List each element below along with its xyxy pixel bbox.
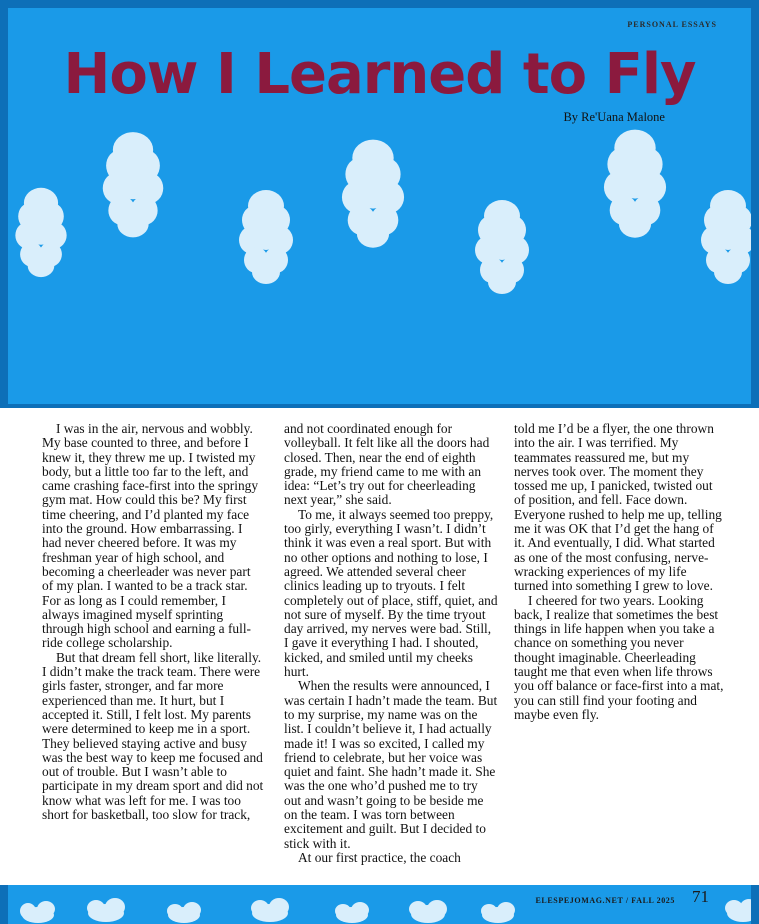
article-column-2: [284, 422, 498, 865]
page-footer: [0, 885, 759, 924]
cloud-1: [15, 188, 66, 277]
article-title: How I Learned to Fly: [63, 42, 696, 107]
footer-cloud-6: [409, 900, 447, 923]
footer-meta: [536, 896, 676, 905]
page-number: 71: [692, 887, 709, 906]
paragraph: I was in the air, nervous and wobbly. My base counted to three, and before I knew it, they threw me up. I twisted my body, but a little too far to the left, and came crashing face-first into the springy gym mat. How could this be? My first time cheering, and I’d planted my face into the ground. How embarrassing. I had never cheered before. It was my freshman year of high school, and becoming a cheerleader was never part of my plan. I wanted to be a track star. For as long as I could remember, I always imagined myself sprinting through high school and earning a full-ride college scholarship.: [42, 421, 259, 651]
cloud-5: [475, 200, 529, 294]
cloud-7: [701, 190, 751, 284]
paragraph: I cheered for two years. Looking back, I realize that sometimes the best things in life happen when you take a chance on something you never thought imaginable. Cheerleading taught me that even when life throws you off balance or face-first into a mat, you can still find your footing and maybe even fly.: [514, 592, 724, 722]
cloud-3: [239, 190, 293, 284]
byline: By Re'Uana Malone: [563, 110, 665, 124]
article-column-3: [514, 422, 724, 722]
cloud-6: [604, 130, 666, 238]
section-label: PERSONAL ESSAYS: [627, 20, 717, 29]
footer-cloud-8: [725, 899, 751, 922]
issue-label: FALL 2025: [631, 896, 675, 905]
paragraph: told me I’d be a flyer, the one thrown into the air. I was terrified. My teammates reassured me, but my nerves took over. The moment they tossed me up, I panicked, twisted out of position, and fell. Face down. Everyone rushed to help me up, telling me it was OK that I’d get the hang of it. And eventually, I did. What started as one of the most confusing, nerve-wracking experiences of my life turned into something I grew to love.: [514, 421, 722, 594]
footer-cloud-3: [167, 902, 201, 923]
article-column-1: [42, 422, 264, 822]
footer-cloud-4: [251, 898, 289, 922]
cloud-4: [342, 140, 404, 248]
footer-cloud-2: [87, 898, 125, 922]
paragraph: But that dream fell short, like literally. I didn’t make the track team. There were girls faster, stronger, and far more experienced than me. It hurt, but I accepted it. Still, I felt lost. My parents were determined to keep me in a sport. They believed staying active and busy was the best way to keep me focused and out of trouble. But I wasn’t able to participate in my dream sport and did not know what was left for me. I was too short for basketball, too slow for track,: [42, 649, 264, 823]
paragraph: To me, it always seemed too preppy, too girly, everything I wasn’t. I didn’t think it was even a real sport. But with no other options and nothing to lose, I agreed. We attended several cheer clinics leading up to tryouts. I felt completely out of place, stiff, quiet, and not sure of myself. By the time tryout day arrived, my nerves were bad. Still, I gave it everything I had. I shouted, kicked, and smiled until my cheeks hurt.: [284, 506, 498, 680]
footer-cloud-1: [20, 901, 55, 923]
paragraph: At our first practice, the coach: [298, 849, 461, 865]
footer-cloud-5: [335, 902, 369, 923]
footer-separator: /: [623, 896, 632, 905]
footer-cloud-7: [481, 902, 515, 923]
paragraph: and not coordinated enough for volleyball. It felt like all the doors had closed. Then, near the end of eighth grade, my friend came to me with an idea: “Let’s try out for cheerleading next year,” she said.: [284, 421, 490, 508]
cloud-2: [103, 132, 163, 237]
paragraph: When the results were announced, I was certain I hadn’t made the team. But to my surprise, my name was on the list. I couldn’t believe it, I had actually made it! I was so excited, I called my friend to celebrate, but her voice was quiet and faint. She hadn’t made it. She was the one who’d pushed me to try out and wasn’t going to be beside me on the team. I was torn between excitement and guilt. But I decided to stick with it.: [284, 678, 498, 851]
site-url: ELESPEJOMAG.NET: [535, 896, 624, 905]
